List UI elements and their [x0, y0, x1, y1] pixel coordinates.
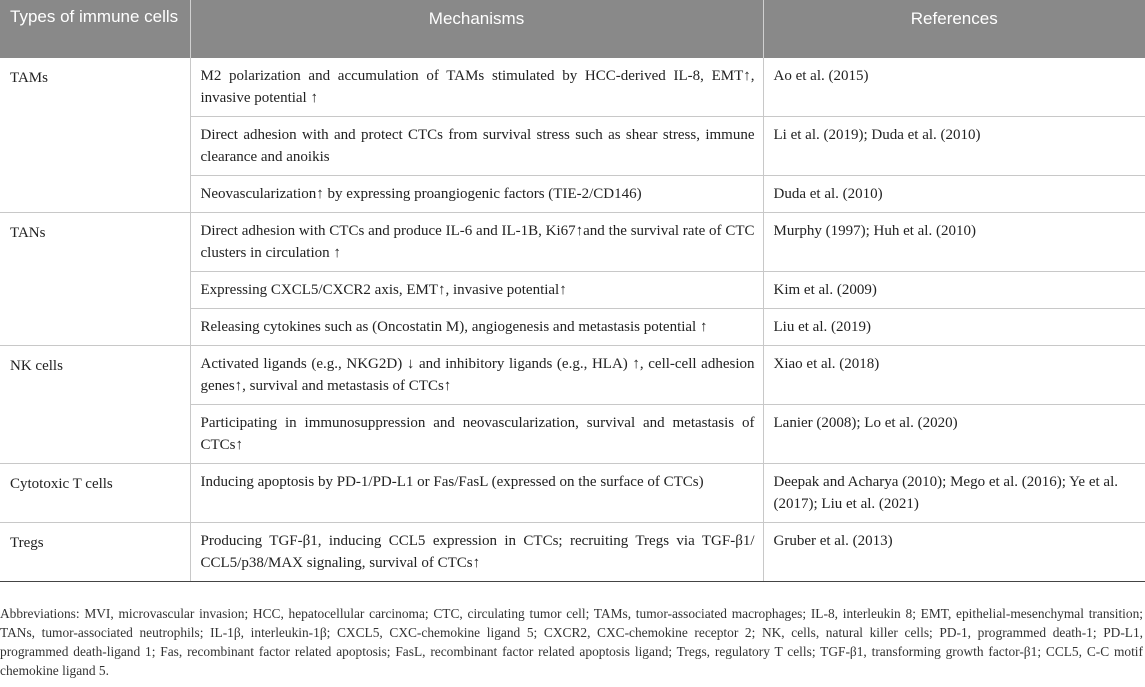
header-types: Types of immune cells	[0, 0, 190, 58]
cell-type-tregs: Tregs	[0, 523, 190, 582]
cell-mechanism: Participating in immunosuppression and neovascularization, survival and metastasis of CTCs↑	[190, 405, 763, 464]
cell-mechanism: Inducing apoptosis by PD-1/PD-L1 or Fas/FasL (expressed on the surface of CTCs)	[190, 464, 763, 523]
cell-type-tams: TAMs	[0, 58, 190, 213]
cell-reference: Duda et al. (2010)	[763, 176, 1145, 213]
cell-reference: Liu et al. (2019)	[763, 309, 1145, 346]
table-body	[0, 58, 1145, 582]
cell-mechanism: Producing TGF-β1, inducing CCL5 expression in CTCs; recruiting Tregs via TGF-β1/ CCL5/p38/MAX signaling, survival of CTCs↑	[190, 523, 763, 582]
table-row	[0, 523, 1145, 582]
cell-type-cytotoxic-t: Cytotoxic T cells	[0, 464, 190, 523]
cell-reference: Gruber et al. (2013)	[763, 523, 1145, 582]
table-header	[0, 0, 1145, 58]
cell-reference: Xiao et al. (2018)	[763, 346, 1145, 405]
cell-type-nk: NK cells	[0, 346, 190, 464]
table-footnote: Abbreviations: MVI, microvascular invasion; HCC, hepatocellular carcinoma; CTC, circulating tumor cell; TAMs, tumor-associated macrophages; IL-8, interleukin 8; EMT, epithelial-mesenchymal transition; TANs, tumor-associated neutrophils; IL-1β, interleukin-1β; CXCL5, CXC-chemokine ligand 5; CXCR2, CXC-chemokine receptor 2; NK, cells, natural killer cells; PD-1, programmed death-1; PD-L1, programmed death-ligand 1; Fas, recombinant factor related apoptosis; FasL, recombinant factor related apoptosis ligand; Tregs, regulatory T cells; TGF-β1, transforming growth factor-β1; CCL5, C-C motif chemokine ligand 5.	[0, 606, 1143, 678]
cell-mechanism: Direct adhesion with CTCs and produce IL-6 and IL-1B, Ki67↑and the survival rate of CTC clusters in circulation ↑	[190, 213, 763, 272]
cell-mechanism: Direct adhesion with and protect CTCs from survival stress such as shear stress, immune clearance and anoikis	[190, 117, 763, 176]
cell-mechanism: Activated ligands (e.g., NKG2D) ↓ and inhibitory ligands (e.g., HLA) ↑, cell-cell adhesion genes↑, survival and metastasis of CTCs↑	[190, 346, 763, 405]
cell-reference: Kim et al. (2009)	[763, 272, 1145, 309]
cell-mechanism: M2 polarization and accumulation of TAMs stimulated by HCC-derived IL-8, EMT↑, invasive potential ↑	[190, 58, 763, 117]
cell-mechanism: Expressing CXCL5/CXCR2 axis, EMT↑, invasive potential↑	[190, 272, 763, 309]
header-row	[0, 0, 1145, 58]
cell-reference: Lanier (2008); Lo et al. (2020)	[763, 405, 1145, 464]
cell-reference: Li et al. (2019); Duda et al. (2010)	[763, 117, 1145, 176]
header-references: References	[763, 0, 1145, 58]
table-row	[0, 346, 1145, 405]
cell-mechanism: Neovascularization↑ by expressing proangiogenic factors (TIE-2/CD146)	[190, 176, 763, 213]
cell-reference: Murphy (1997); Huh et al. (2010)	[763, 213, 1145, 272]
table-row	[0, 213, 1145, 272]
cell-reference: Deepak and Acharya (2010); Mego et al. (2016); Ye et al. (2017); Liu et al. (2021)	[763, 464, 1145, 523]
cell-type-tans: TANs	[0, 213, 190, 346]
table-row	[0, 58, 1145, 117]
cell-reference: Ao et al. (2015)	[763, 58, 1145, 117]
cell-mechanism: Releasing cytokines such as (Oncostatin M), angiogenesis and metastasis potential ↑	[190, 309, 763, 346]
table-row	[0, 464, 1145, 523]
header-mechanisms: Mechanisms	[190, 0, 763, 58]
